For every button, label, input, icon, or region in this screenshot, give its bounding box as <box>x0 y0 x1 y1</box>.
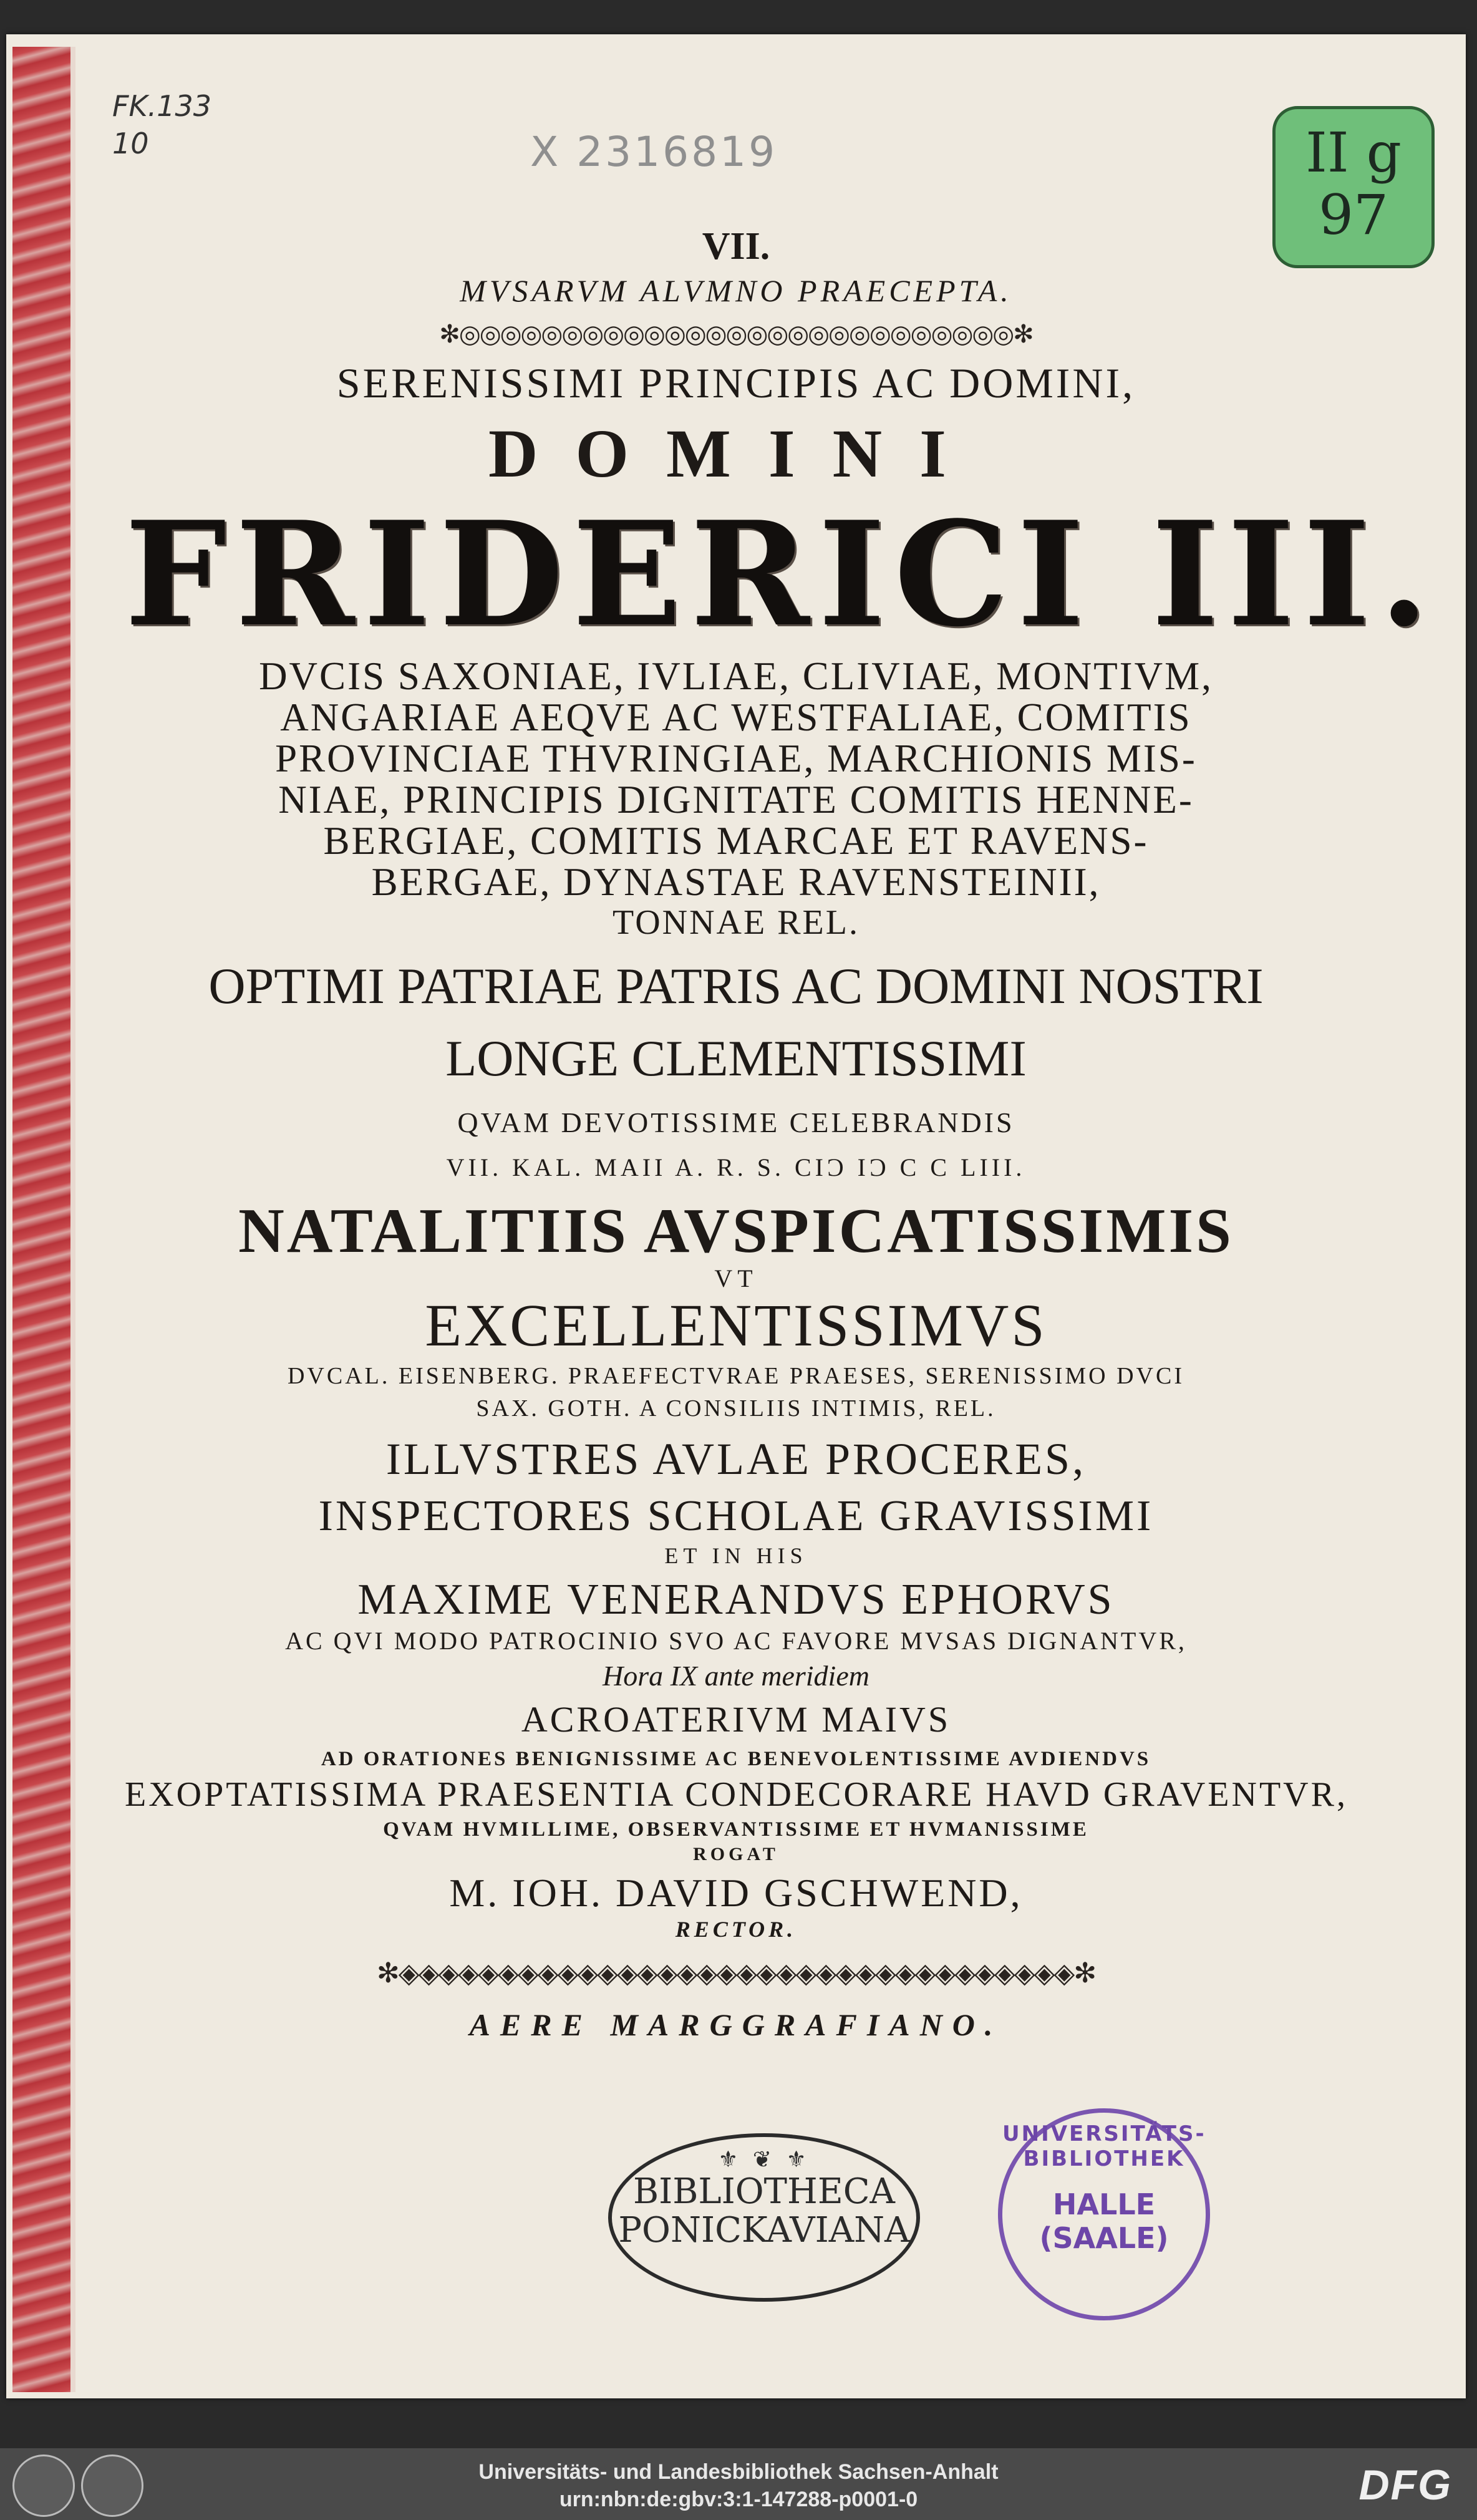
rogat-line: ROGAT <box>693 1844 779 1864</box>
title-line: BERGAE, DYNASTAE RAVENSTEINII, <box>371 860 1101 904</box>
title-page-text <box>125 225 1438 2043</box>
optimi-line: LONGE CLEMENTISSIMI <box>445 1030 1027 1087</box>
patrocinio-line: AC QVI MODO PATROCINIO SVO AC FAVORE MVSAS DIGNANTVR, <box>285 1627 1187 1655</box>
hora-line: Hora IX ante meridiem <box>603 1660 869 1692</box>
stamp-text: BIBLIOTHECA <box>633 2171 895 2212</box>
title-line: BERGIAE, COMITIS MARCAE ET RAVENS- <box>323 819 1149 863</box>
humillime-line: QVAM HVMILLIME, OBSERVANTISSIME ET HVMANISSIME <box>383 1818 1089 1841</box>
binding-spine <box>12 47 72 2392</box>
imprint-line: AERE MARGGRAFIANO. <box>469 2007 1003 2042</box>
series-heading: MVSARVM ALVMNO PRAECEPTA. <box>460 273 1012 308</box>
footer-library-name: Universitäts- und Landesbibliothek Sachsen-Anhalt <box>478 2460 999 2484</box>
illustres-line: ILLVSTRES AVLAE PROCERES, <box>385 1434 1087 1484</box>
title-line: DVCIS SAXONIAE, IVLIAE, CLIVIAE, MONTIVM, <box>259 654 1213 698</box>
dedication-line: SERENISSIMI PRINCIPIS AC DOMINI, <box>336 359 1136 407</box>
footer-urn: urn:nbn:de:gbv:3:1-147288-p0001-0 <box>559 2488 918 2511</box>
digitization-footer <box>0 2448 1477 2520</box>
author-role: RECTOR. <box>675 1917 797 1942</box>
stamp-ring-text: UNIVERSITÄTS-BIBLIOTHEK <box>1002 2121 1206 2171</box>
vt-line: VT <box>714 1264 758 1292</box>
stamp-ornament: ⚜ ❦ ⚜ <box>718 2147 810 2173</box>
author-name: M. IOH. DAVID GSCHWEND, <box>449 1871 1023 1915</box>
celebrandis-line: QVAM DEVOTISSIME CELEBRANDIS <box>457 1107 1015 1138</box>
praefectus-line: SAX. GOTH. A CONSILIIS INTIMIS, REL. <box>476 1395 996 1422</box>
orationes-line: AD ORATIONES BENIGNISSIME AC BENEVOLENTISSIME AVDIENDVS <box>321 1748 1151 1770</box>
ephorus-line: MAXIME VENERANDVS EPHORVS <box>357 1576 1115 1624</box>
handwritten-shelfmark: FK.133 10 <box>112 89 212 160</box>
dfg-logo: DFG <box>1358 2461 1452 2509</box>
ornament-rule-bottom: ✻◈◈◈◈◈◈◈◈◈◈◈◈◈◈◈◈◈◈◈◈◈◈◈◈◈◈◈◈◈◈◈◈◈◈✻ <box>376 1957 1096 1989</box>
prince-titles <box>125 656 1347 903</box>
inspectores-line: INSPECTORES SCHOLAE GRAVISSIMI <box>318 1492 1154 1540</box>
et-in-his-line: ET IN HIS <box>664 1543 808 1568</box>
title-line: NIAE, PRINCIPIS DIGNITATE COMITIS HENNE- <box>278 778 1194 821</box>
ornament-rule-top: ✻◎◎◎◎◎◎◎◎◎◎◎◎◎◎◎◎◎◎◎◎◎◎◎◎◎◎◎✻ <box>439 320 1033 349</box>
date-line: VII. KAL. MAII A. R. S. CIƆ IƆ C C LIII. <box>446 1153 1026 1181</box>
optimi-line: OPTIMI PATRIAE PATRIS AC DOMINI NOSTRI <box>208 957 1264 1014</box>
praesentia-line: EXOPTATISSIMA PRAESENTIA CONDECORARE HAVD GRAVENTVR, <box>125 1775 1348 1814</box>
library-stamp-round <box>998 2108 1210 2320</box>
shelf-label: II g 97 <box>1272 106 1435 268</box>
domini-heading: DOMINI <box>488 415 984 492</box>
prince-name: FRIDERICI III. <box>125 490 1438 659</box>
praefectus-line: DVCAL. EISENBERG. PRAEFECTVRAE PRAESES, SERENISSIMO DVCI <box>287 1363 1184 1389</box>
pencil-inventory-number: X 2316819 <box>530 128 778 176</box>
tonnae-line: TONNAE REL. <box>613 903 860 942</box>
title-line: PROVINCIAE THVRINGIAE, MARCHIONIS MIS- <box>275 737 1197 780</box>
ownership-stamp-oval <box>608 2133 920 2302</box>
program-number: VII. <box>702 225 770 268</box>
natalitiis-heading: NATALITIIS AVSPICATISSIMIS <box>238 1196 1234 1266</box>
stamp-city: HALLE (SAALE) <box>1039 2188 1169 2255</box>
acroaterium-line: ACROATERIVM MAIVS <box>521 1699 951 1740</box>
stamp-text: PONICKAVIANA <box>618 2210 910 2251</box>
title-line: ANGARIAE AEQVE AC WESTFALIAE, COMITIS <box>280 695 1192 739</box>
excellentissimus-heading: EXCELLENTISSIMVS <box>425 1292 1047 1359</box>
